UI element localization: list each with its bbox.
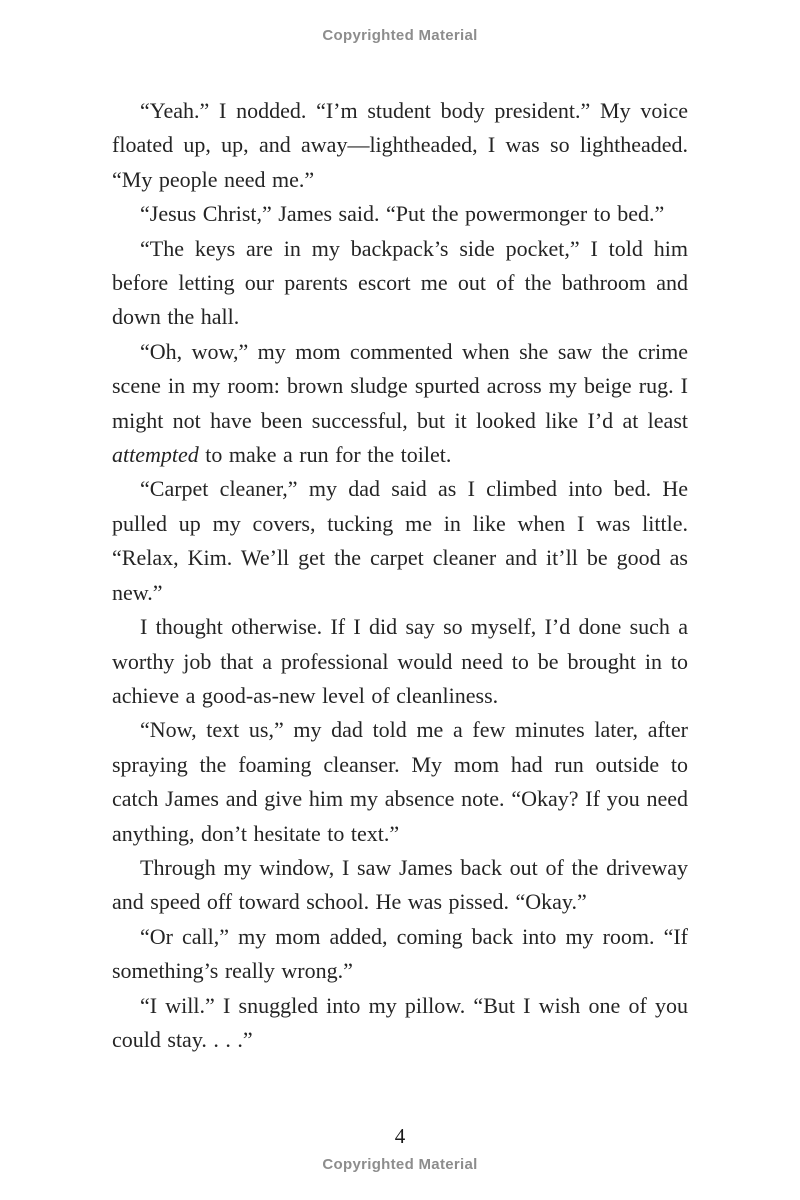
text-run: “Or call,” my mom added, coming back into my room. “If something’s really wrong.” [112,923,688,984]
paragraph [112,920,688,989]
text-run: “Yeah.” I nodded. “I’m student body president.” My voice floated up, up, and away—lightheaded, I was so lightheaded. “My people need me.” [112,98,688,192]
text-run: Through my window, I saw James back out of the driveway and speed off toward school. He was pissed. “Okay.” [112,854,688,915]
paragraph [112,989,688,1058]
text-run: “Now, text us,” my dad told me a few minutes later, after spraying the foaming cleanser. My mom had run outside to catch James and give him my absence note. “Okay? If you need anything, don’t hesitate to text.” [112,717,688,846]
paragraph [112,851,688,920]
paragraph [112,197,688,231]
page-number: 4 [394,1124,406,1148]
text-run: “Jesus Christ,” James said. “Put the powermonger to bed.” [140,201,665,227]
text-run: “I will.” I snuggled into my pillow. “But I wish one of you could stay. . . .” [112,992,688,1052]
text-run: I thought otherwise. If I did say so myself, I’d done such a worthy job that a professional would need to be brought in to achieve a good-as-new level of cleanliness. [112,614,688,708]
paragraph [112,232,688,335]
text-run: “The keys are in my backpack’s side pocket,” I told him before letting our parents escort me out of the bathroom and down the hall. [112,235,688,330]
paragraph [112,610,688,713]
paragraph [112,335,688,473]
page-body [112,94,688,1057]
paragraph [112,94,688,197]
text-run: “Carpet cleaner,” my dad said as I climbed into bed. He pulled up my covers, tucking me in like when I was little. “Relax, Kim. We’ll get the carpet cleaner and it’ll be good as new.” [112,476,688,605]
paragraph [112,713,688,851]
text-run: “Oh, wow,” my mom commented when she saw the crime scene in my room: brown sludge spurted across my beige rug. I might not have been successful, but it looked like I’d at least [112,338,688,433]
copyright-notice-bottom: Copyrighted Material [322,1156,478,1173]
italic-text-run: attempted [112,442,199,468]
paragraph [112,472,688,610]
text-run: to make a run for the toilet. [198,442,452,468]
copyright-notice-top: Copyrighted Material [322,27,478,44]
